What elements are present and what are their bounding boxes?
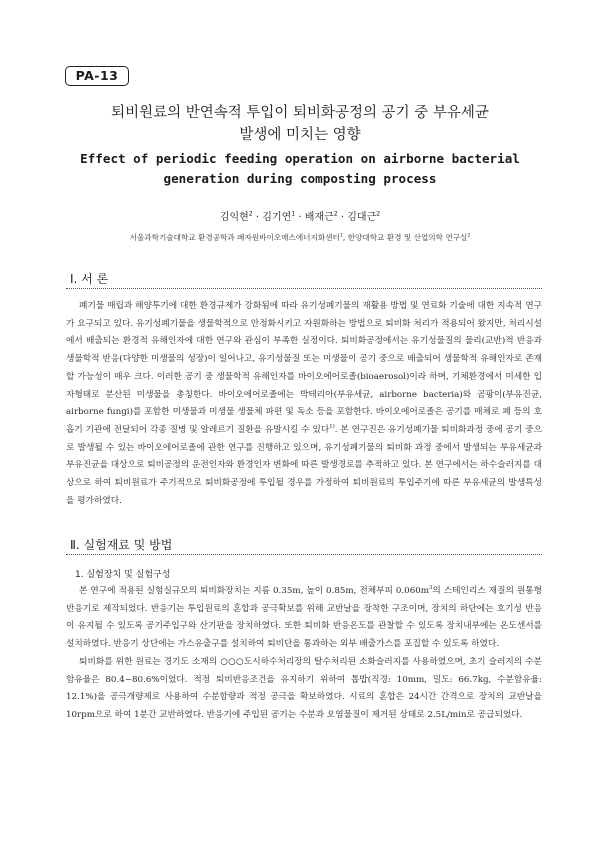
affiliation-text: 서울과학기술대학교 환경공학과 폐자원바이오매스에너지화센터 (129, 233, 340, 242)
title-english-line-2: generation during composting process (163, 171, 437, 186)
introduction-text-tail: . 본 연구진은 유기성폐기물 퇴비화과정 중에 공기 중으로 발생될 수 있는 바이오에어로졸에 관한 연구를 진행하고 있으며, 유기성폐기물의 퇴비화 과정 중에서 발생되는 부유세균과 부유진균을 대상으로 퇴비공정의 운전인자와 환경인자 변화에 따른 발생경로를 추적하고 있다. 본 연구에서는 하수슬러지를 대상으로 하여 퇴비원료가 주기적으로 퇴비화공정에 투입될 경우를 가정하여 퇴비원료의 투입주기에 따른 부유세균의 발생특성을 평가하였다. (66, 424, 542, 506)
introduction-paragraph (66, 298, 542, 510)
affiliation-mark: 2 (467, 233, 471, 239)
affiliation-line (0, 232, 600, 243)
author-name: 김기연 (262, 212, 292, 223)
section-divider (66, 554, 542, 555)
affiliation-separator: , (342, 233, 348, 242)
author-separator: · (340, 212, 345, 223)
title-korean-line-1: 퇴비원료의 반연속적 투입이 퇴비화공정의 공기 중 부유세균 (111, 105, 489, 121)
title-korean-line-2: 발생에 미치는 영향 (239, 127, 361, 143)
author-name: 배재근 (304, 212, 334, 223)
author-affil-mark: 1 (291, 210, 296, 218)
section-divider (66, 288, 542, 289)
methods-text: 본 연구에 적용된 실험실규모의 퇴비화장치는 지름 0.35m, 높이 0.85m, 전체부피 0.060m (79, 586, 429, 596)
author-affil-mark: 2 (376, 210, 381, 218)
author-affil-mark: 2 (248, 210, 253, 218)
author-affil-mark: 2 (333, 210, 338, 218)
methods-text-tail: 의 스테인리스 재질의 원통형반응기로 제작되었다. 반응기는 투입원료의 혼합과 공극확보를 위해 교반날을 장착한 구조이며, 장치의 하단에는 호기성 반응이 유지될 수 있도록 공기주입구와 산기판을 장치하였다. 또한 퇴비화 반응온도를 관찰할 수 있도록 장치내부에는 온도센서를 설치하였다. 반응기 상단에는 가스유출구를 설치하여 퇴비단을 통과하는 외부 배출가스를 포집할 수 있도록 하였다. (66, 586, 542, 650)
author-separator: · (298, 212, 302, 223)
section-heading-introduction: Ⅰ. 서 론 (70, 272, 109, 286)
methods-body (66, 583, 542, 725)
reference-mark: 1) (329, 424, 335, 431)
methods-paragraph-2: 퇴비화를 위한 원료는 경기도 소재의 ○○○도시하수처리장의 탈수처리된 소화슬러지를 사용하였으며, 초기 슬러지의 수분함유율은 80.4~80.6%이었다. 적정 퇴비반응조건을 유지하기 위하여 톱밥(직경: 10mm, 밀도: 66.7kg, 수분함유율: 12.1%)을 공극개량제로 사용하여 수분함량과 적정 공극을 확보하였다. 시료의 혼합은 24시간 간격으로 장치의 교반날을 10rpm으로 하여 1분간 교반하였다. 반응기에 주입된 공기는 수분과 오염물질이 제거된 상태로 2.5L/min로 공급되었다. (66, 656, 542, 720)
methods-paragraph-1 (66, 583, 542, 654)
title-english-line-1: Effect of periodic feeding operation on airborne bacterial (80, 151, 520, 166)
section-heading-methods: Ⅱ. 실험재료 및 방법 (70, 538, 173, 552)
introduction-text: 폐기물 매립과 해양투기에 대한 환경규제가 강화됨에 따라 유기성폐기물의 재활용 방법 및 연료화 기술에 대한 지속적 연구가 요구되고 있다. 유기성폐기물을 생물학적으로 안정화시키고 자원화하는 방법으로 퇴비화 처리가 적용되어 왔지만, 처리시설에서 배출되는 환경적 유해인자에 대한 연구와 관심이 부족한 실정이다. 퇴비화공정에서는 유기성물질의 물리(교반)적 반응과 생물학적 반응(다양한 미생물의 성장)이 일어나고, 유기성물질 또는 미생물이 공기 중으로 배출되어 생물학적 유해인자로 존재할 가능성이 매우 크다. 이러한 공기 중 생물학적 유해인자를 바이오에어로졸(bioaerosol)이라 하며, 기체환경에서 미세한 입자형태로 분산된 미생물을 총칭한다. 바이오에어로졸에는 박테리아(부유세균, airborne bacteria)와 곰팡이(부유진균, airborne fungi)를 포함한 미생물과 미생물 생물체 파편 및 독소 등을 포함한다. 바이오에어로졸은 공기를 매체로 폐 등의 호흡기 기관에 전달되어 각종 질병 및 알레르기 질환을 유발시킬 수 있다 (66, 301, 542, 435)
author-list (0, 208, 600, 223)
paper-code-badge: PA-13 (65, 66, 129, 86)
author-name: 김익현 (219, 212, 249, 223)
author-separator: · (255, 212, 260, 223)
unit-superscript: 3 (429, 585, 433, 592)
author-name: 김대근 (347, 212, 377, 223)
introduction-body (66, 298, 542, 510)
affiliation-text: 한양대학교 환경 및 산업의학 연구실 (347, 233, 468, 242)
affiliation-mark: 1 (339, 233, 343, 239)
subsection-heading: 1. 실험장치 및 실험구성 (75, 570, 171, 580)
